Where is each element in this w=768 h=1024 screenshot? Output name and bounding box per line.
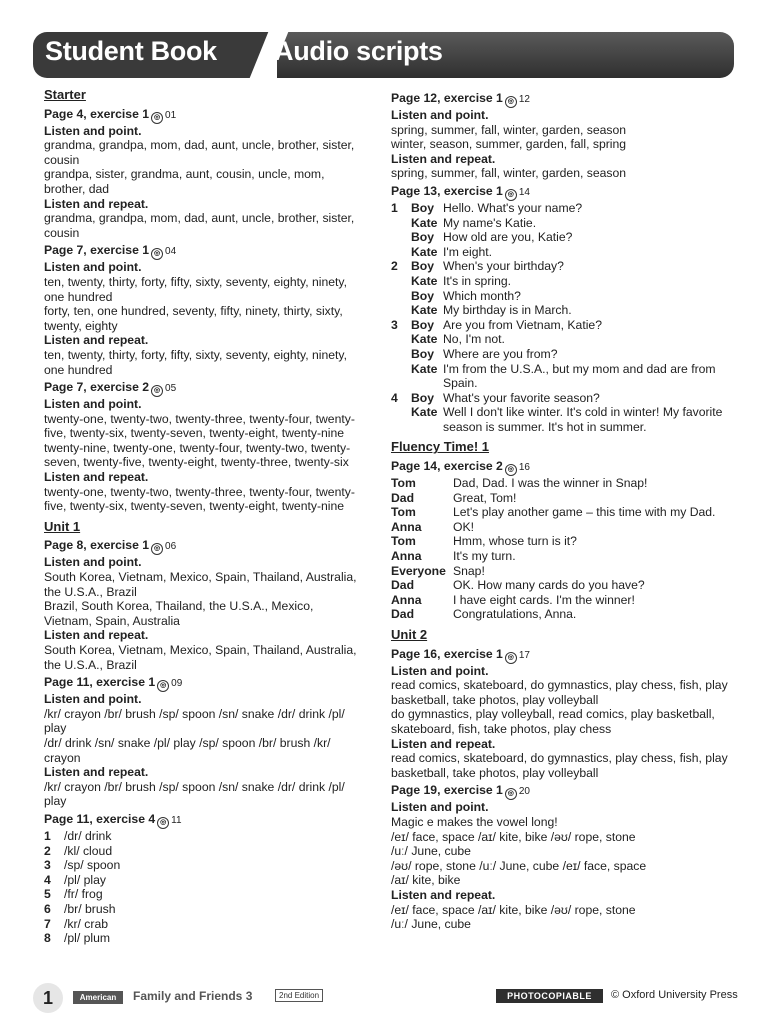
dialogue-line	[391, 505, 731, 520]
script-text: /uː/ June, cube	[391, 917, 471, 932]
numbered-item	[44, 931, 364, 946]
track-number: 06	[165, 541, 177, 553]
cd-icon: ◎	[505, 652, 517, 664]
dialogue-text: Great, Tom!	[453, 490, 517, 505]
dialogue-line	[391, 491, 731, 506]
exercise-heading	[44, 538, 364, 555]
script-text: /eɪ/ face, space /aɪ/ kite, bike /əʊ/ rope, stone	[391, 902, 636, 917]
dialogue-text: How old are you, Katie?	[443, 230, 573, 245]
exercise-title: Page 11, exercise 4	[44, 811, 156, 826]
script-text: read comics, skateboard, do gymnastics, play chess, fish, play basketball, take photos, play volleyball	[391, 678, 728, 707]
speaker-name: Dad	[391, 490, 415, 505]
dialogue-number	[391, 347, 411, 362]
script-text: Brazil, South Korea, Thailand, the U.S.A., Mexico, Vietnam, Spain, Australia	[44, 599, 314, 628]
page-header	[33, 32, 734, 78]
dialogue-line	[391, 578, 731, 593]
exercise-heading	[391, 647, 731, 664]
track-number: 04	[165, 246, 177, 258]
script-text: /dr/ drink /sn/ snake /pl/ play /sp/ spoon /br/ brush /kr/ crayon	[44, 735, 331, 765]
photocopiable-badge: PHOTOCOPIABLE	[496, 989, 603, 1003]
script-text: /aɪ/ kite, bike	[391, 873, 461, 888]
track-number: 09	[171, 678, 183, 690]
dialogue-text: OK. How many cards do you have?	[453, 578, 645, 593]
dialogue-number	[391, 245, 411, 260]
dialogue-line	[391, 549, 731, 564]
script-text: ten, twenty, thirty, forty, fifty, sixty, seventy, eighty, ninety, one hundred	[44, 347, 347, 377]
dialogue-line	[391, 216, 731, 231]
speaker-name: Kate	[411, 215, 438, 230]
speaker-name: Kate	[411, 332, 438, 347]
cd-icon: ◎	[505, 189, 517, 201]
exercise-title: Page 12, exercise 1	[391, 91, 503, 105]
instruction-label: Listen and repeat.	[44, 628, 149, 643]
dialogue-text: No, I'm not.	[443, 332, 505, 347]
dialogue-text: Well I don't like winter. It's cold in winter! My favorite season is summer. It's hot in summer.	[443, 405, 723, 434]
item-text: /pl/ play	[64, 872, 107, 887]
script-text: /uː/ June, cube	[391, 844, 471, 859]
instruction-label: Listen and point.	[44, 123, 142, 138]
dialogue-text: Hmm, whose turn is it?	[453, 534, 577, 549]
script-text: forty, ten, one hundred, seventy, fifty, ninety, thirty, sixty, twenty, eighty	[44, 304, 343, 333]
speaker-name: Tom	[391, 476, 416, 491]
edition-badge: 2nd Edition	[275, 989, 323, 1002]
numbered-item	[44, 902, 364, 917]
script-text: ten, twenty, thirty, forty, fifty, sixty, seventy, eighty, ninety, one hundred	[44, 274, 347, 304]
exercise-title: Page 7, exercise 2	[44, 380, 150, 395]
script-text: /eɪ/ face, space /aɪ/ kite, bike /əʊ/ rope, stone	[391, 829, 636, 844]
exercise-heading	[391, 783, 731, 800]
track-number: 16	[518, 462, 530, 474]
section-heading: Starter	[44, 87, 86, 102]
exercise-title: Page 16, exercise 1	[391, 646, 503, 661]
exercise-title: Page 11, exercise 1	[44, 675, 156, 690]
exercise-heading	[391, 184, 731, 201]
speaker-name: Tom	[391, 534, 416, 549]
numbered-item	[44, 844, 364, 859]
dialogue-line	[391, 362, 731, 391]
cd-icon: ◎	[157, 680, 169, 692]
speaker-name: Boy	[411, 230, 435, 245]
item-text: /fr/ frog	[64, 887, 103, 902]
item-number: 1	[44, 828, 51, 843]
exercise-title: Page 14, exercise 2	[391, 459, 503, 474]
speaker-name: Everyone	[391, 563, 446, 578]
item-number: 5	[44, 887, 51, 902]
script-text: twenty-nine, twenty-one, twenty-four, twenty-two, twenty-seven, twenty-five, twenty-eight, twenty-three, twenty-six	[44, 440, 351, 470]
item-text: /sp/ spoon	[64, 858, 121, 873]
script-text: grandma, grandpa, mom, dad, aunt, uncle, brother, sister, cousin	[44, 138, 355, 167]
publisher-credit: © Oxford University Press	[611, 989, 738, 1001]
speaker-name: Boy	[411, 259, 435, 274]
speaker-name: Boy	[411, 317, 435, 332]
instruction-label: Listen and point.	[44, 260, 142, 275]
exercise-heading	[391, 91, 731, 108]
instruction-label: Listen and repeat.	[44, 333, 149, 348]
american-badge: American	[73, 991, 123, 1004]
numbered-item	[44, 917, 364, 932]
exercise-heading	[44, 812, 364, 829]
dialogue-number	[391, 289, 411, 304]
dialogue-line	[391, 347, 731, 362]
script-text: /kr/ crayon /br/ brush /sp/ spoon /sn/ snake /dr/ drink /pl/ play	[44, 779, 345, 809]
cd-icon: ◎	[157, 817, 169, 829]
instruction-label: Listen and point.	[391, 663, 489, 678]
dialogue-line	[391, 593, 731, 608]
right-column	[391, 88, 731, 932]
speaker-name: Dad	[391, 578, 415, 593]
cd-icon: ◎	[151, 248, 163, 260]
script-text: Magic e makes the vowel long!	[391, 814, 558, 829]
exercise-title: Page 13, exercise 1	[391, 183, 503, 198]
numbered-item	[44, 873, 364, 888]
dialogue-line	[391, 405, 731, 434]
dialogue-text: It's my turn.	[453, 549, 516, 564]
dialogue-text: Snap!	[453, 563, 485, 578]
instruction-label: Listen and point.	[44, 692, 142, 707]
track-number: 20	[518, 786, 530, 798]
dialogue-line	[391, 318, 731, 333]
speaker-name: Kate	[411, 405, 438, 420]
section-heading: Fluency Time! 1	[391, 439, 490, 455]
script-text: South Korea, Vietnam, Mexico, Spain, Thailand, Australia, the U.S.A., Brazil	[44, 570, 357, 599]
item-number: 4	[44, 872, 51, 887]
dialogue-text: My birthday is in March.	[443, 303, 572, 318]
dialogue-line	[391, 564, 731, 579]
page-footer	[0, 980, 768, 1020]
dialogue-number: 1	[391, 200, 398, 215]
script-text: twenty-one, twenty-two, twenty-three, twenty-four, twenty-five, twenty-six, twenty-seven, twenty-eight, twenty-nine	[44, 484, 355, 514]
exercise-heading	[44, 380, 364, 397]
header-title-audio-scripts: Audio scripts	[274, 36, 443, 66]
track-number: 17	[518, 649, 530, 661]
section-heading: Unit 1	[44, 518, 81, 534]
dialogue-text: Congratulations, Anna.	[453, 607, 577, 622]
speaker-name: Dad	[391, 607, 415, 622]
speaker-name: Boy	[411, 288, 435, 303]
speaker-name: Kate	[411, 303, 438, 318]
exercise-title: Page 4, exercise 1	[44, 106, 150, 121]
dialogue-line	[391, 476, 731, 491]
numbered-item	[44, 858, 364, 873]
dialogue-line	[391, 230, 731, 245]
exercise-heading	[44, 107, 364, 124]
numbered-item	[44, 887, 364, 902]
instruction-label: Listen and point.	[44, 397, 142, 412]
speaker-name: Kate	[411, 244, 438, 259]
speaker-name: Anna	[391, 519, 422, 534]
dialogue-text: I'm eight.	[443, 244, 493, 259]
cd-icon: ◎	[151, 543, 163, 555]
item-number: 3	[44, 858, 51, 873]
script-text: winter, season, summer, garden, fall, spring	[391, 137, 627, 152]
track-number: 12	[518, 94, 530, 105]
cd-icon: ◎	[505, 788, 517, 800]
dialogue-line	[391, 289, 731, 304]
speaker-name: Kate	[411, 273, 438, 288]
instruction-label: Listen and repeat.	[391, 887, 496, 902]
track-number: 14	[518, 186, 530, 198]
item-text: /pl/ plum	[64, 931, 111, 946]
dialogue-line	[391, 391, 731, 406]
instruction-label: Listen and repeat.	[44, 470, 149, 485]
dialogue-text: I have eight cards. I'm the winner!	[453, 592, 635, 607]
speaker-name: Boy	[411, 200, 435, 215]
left-column	[44, 88, 364, 946]
exercise-heading	[44, 675, 364, 692]
track-number: 11	[171, 814, 182, 826]
dialogue-text: My name's Katie.	[443, 215, 537, 230]
dialogue-number: 3	[391, 317, 398, 332]
header-title-student-book: Student Book	[45, 36, 217, 66]
dialogue-number: 4	[391, 390, 398, 405]
item-text: /dr/ drink	[64, 828, 112, 843]
item-text: /kl/ cloud	[64, 843, 113, 858]
dialogue-line	[391, 201, 731, 216]
speaker-name: Anna	[391, 549, 422, 564]
item-number: 8	[44, 931, 51, 946]
speaker-name: Anna	[391, 592, 422, 607]
script-text: twenty-one, twenty-two, twenty-three, twenty-four, twenty-five, twenty-six, twenty-seven, twenty-eight, twenty-nine	[44, 411, 355, 441]
dialogue-line	[391, 607, 731, 622]
script-text: /kr/ crayon /br/ brush /sp/ spoon /sn/ snake /dr/ drink /pl/ play	[44, 706, 345, 736]
track-number: 05	[165, 383, 177, 395]
speaker-name: Boy	[411, 390, 435, 405]
item-number: 2	[44, 843, 51, 858]
dialogue-text: Which month?	[443, 288, 521, 303]
dialogue-line	[391, 520, 731, 535]
dialogue-number	[391, 405, 411, 434]
cd-icon: ◎	[151, 385, 163, 397]
instruction-label: Listen and repeat.	[44, 765, 149, 780]
dialogue-text: What's your favorite season?	[443, 390, 600, 405]
dialogue-number	[391, 332, 411, 347]
dialogue-number	[391, 216, 411, 231]
exercise-heading	[391, 459, 731, 476]
speaker-name: Kate	[411, 361, 438, 376]
dialogue-text: When's your birthday?	[443, 259, 564, 274]
dialogue-line	[391, 534, 731, 549]
dialogue-text: Dad, Dad. I was the winner in Snap!	[453, 476, 648, 491]
instruction-label: Listen and point.	[391, 108, 489, 122]
exercise-title: Page 7, exercise 1	[44, 243, 150, 258]
dialogue-line	[391, 245, 731, 260]
dialogue-number: 2	[391, 259, 398, 274]
exercise-title: Page 8, exercise 1	[44, 538, 150, 553]
cd-icon: ◎	[505, 464, 517, 476]
speaker-name: Tom	[391, 505, 416, 520]
item-number: 7	[44, 916, 51, 931]
dialogue-line	[391, 303, 731, 318]
script-text: spring, summer, fall, winter, garden, season	[391, 122, 627, 137]
numbered-item	[44, 829, 364, 844]
dialogue-number	[391, 230, 411, 245]
instruction-label: Listen and repeat.	[391, 736, 496, 751]
item-text: /kr/ crab	[64, 916, 109, 931]
dialogue-number	[391, 303, 411, 318]
exercise-heading	[44, 243, 364, 260]
dialogue-text: Hello. What's your name?	[443, 200, 583, 215]
dialogue-text: Let's play another game – this time with my Dad.	[453, 505, 716, 520]
dialogue-text: I'm from the U.S.A., but my mom and dad are from Spain.	[443, 361, 716, 391]
dialogue-text: OK!	[453, 519, 474, 534]
section-heading: Unit 2	[391, 627, 428, 642]
exercise-title: Page 19, exercise 1	[391, 783, 503, 798]
instruction-label: Listen and point.	[44, 555, 142, 570]
dialogue-text: It's in spring.	[443, 273, 512, 288]
dialogue-number	[391, 362, 411, 391]
dialogue-line	[391, 332, 731, 347]
script-text: South Korea, Vietnam, Mexico, Spain, Thailand, Australia, the U.S.A., Brazil	[44, 643, 357, 672]
dialogue-number	[391, 274, 411, 289]
page-number: 1	[33, 983, 63, 1013]
script-text: read comics, skateboard, do gymnastics, play chess, fish, play basketball, take photos, play volleyball	[391, 751, 728, 780]
track-number: 01	[165, 109, 177, 121]
instruction-label: Listen and repeat.	[391, 151, 496, 166]
item-text: /br/ brush	[64, 901, 116, 916]
script-text: /əʊ/ rope, stone /uː/ June, cube /eɪ/ face, space	[391, 858, 647, 873]
series-title: Family and Friends 3	[133, 989, 253, 1003]
cd-icon: ◎	[151, 112, 163, 124]
script-text: spring, summer, fall, winter, garden, season	[391, 166, 627, 181]
instruction-label: Listen and point.	[391, 800, 489, 815]
item-number: 6	[44, 901, 51, 916]
dialogue-line	[391, 259, 731, 274]
dialogue-text: Are you from Vietnam, Katie?	[443, 317, 602, 332]
speaker-name: Boy	[411, 346, 435, 361]
cd-icon: ◎	[505, 96, 517, 108]
script-text: grandpa, sister, grandma, aunt, cousin, uncle, mom, brother, dad	[44, 167, 325, 196]
instruction-label: Listen and repeat.	[44, 196, 149, 211]
dialogue-text: Where are you from?	[443, 346, 558, 361]
script-text: do gymnastics, play volleyball, read comics, play basketball, skateboard, fish, take photos, play chess	[391, 707, 715, 736]
script-text: grandma, grandpa, mom, dad, aunt, uncle, brother, sister, cousin	[44, 211, 355, 240]
dialogue-line	[391, 274, 731, 289]
